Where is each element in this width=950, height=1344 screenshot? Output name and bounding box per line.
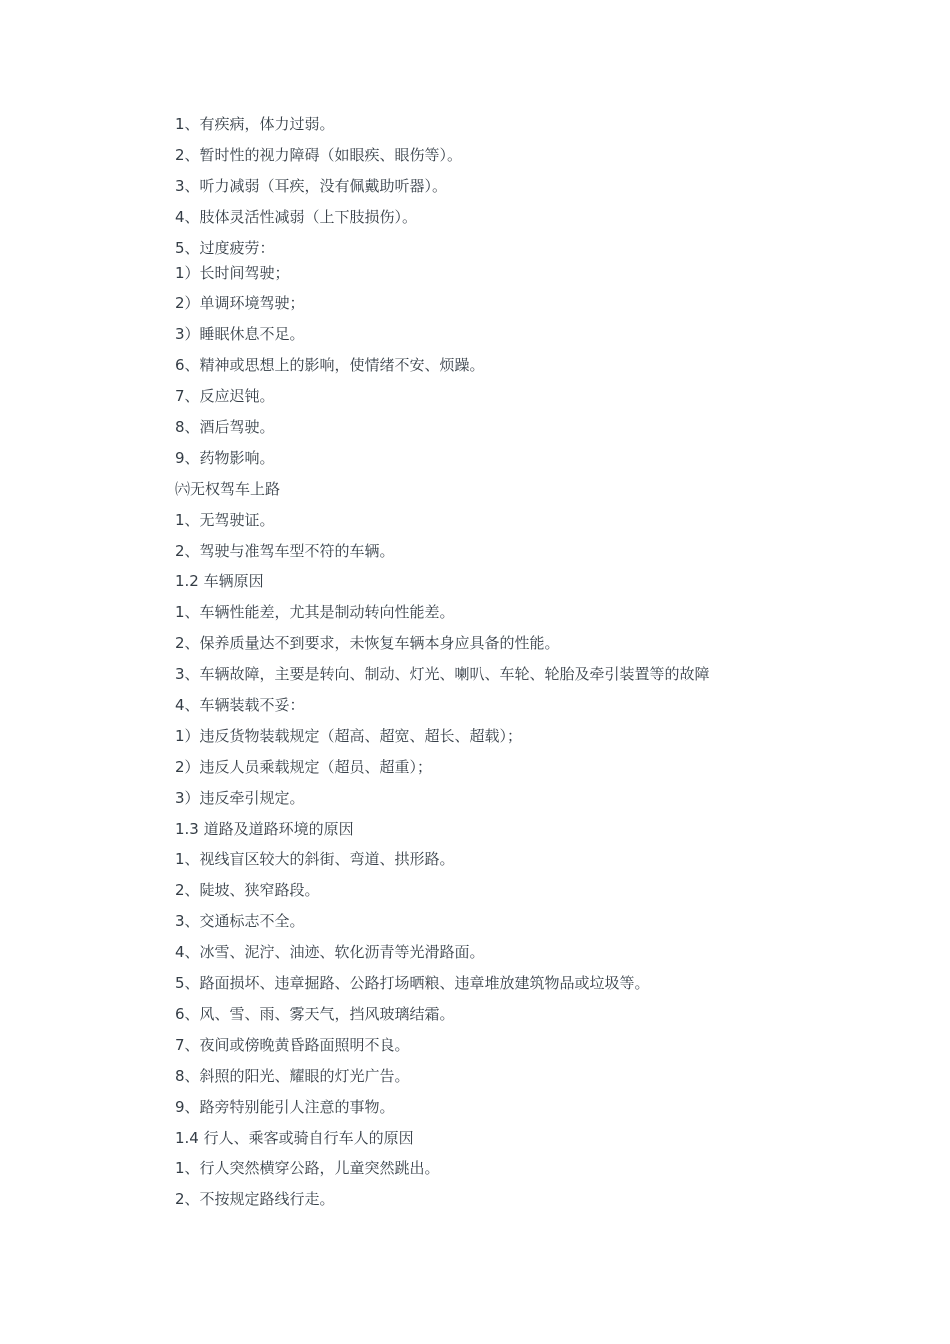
text-line: 2、驾驶与准驾车型不符的车辆。 (175, 541, 395, 560)
text-line: 8、斜照的阳光、耀眼的灯光广告。 (175, 1066, 410, 1085)
text-line: 3、车辆故障，主要是转向、制动、灯光、喇叭、车轮、轮胎及牵引装置等的故障 (175, 665, 710, 684)
text-line: 2、保养质量达不到要求，未恢复车辆本身应具备的性能。 (175, 634, 560, 653)
text-line: 3）睡眠休息不足。 (175, 325, 305, 344)
text-line: 3）违反牵引规定。 (175, 788, 305, 807)
text-line: 7、夜间或傍晚黄昏路面照明不良。 (175, 1035, 410, 1054)
text-line: 6、精神或思想上的影响，使情绪不安、烦躁。 (175, 356, 485, 375)
text-line: 2）违反人员乘载规定（超员、超重）； (175, 757, 433, 776)
text-line: 1）违反货物装载规定（超高、超宽、超长、超载）； (175, 726, 523, 745)
section-heading: ㈥无权驾车上路 (175, 479, 281, 498)
text-line: 8、酒后驾驶。 (175, 418, 275, 437)
text-line: 4、冰雪、泥泞、油迹、软化沥青等光滑路面。 (175, 943, 485, 962)
text-line: 1）长时间驾驶； (175, 263, 290, 282)
text-line: 1、无驾驶证。 (175, 510, 275, 529)
text-line: 4、肢体灵活性减弱（上下肢损伤）。 (175, 207, 418, 226)
text-line: 3、听力减弱（耳疾，没有佩戴助听器）。 (175, 176, 448, 195)
text-line: 7、反应迟钝。 (175, 387, 275, 406)
text-line: 1、有疾病，体力过弱。 (175, 115, 335, 133)
text-line: 9、路旁特别能引人注意的事物。 (175, 1097, 395, 1116)
text-line: 1、行人突然横穿公路，儿童突然跳出。 (175, 1159, 440, 1178)
section-heading: 1.3 道路及道路环境的原因 (175, 819, 354, 838)
text-line: 1、视线盲区较大的斜街、弯道、拱形路。 (175, 850, 455, 869)
section-heading: 1.2 车辆原因 (175, 572, 264, 591)
text-line: 4、车辆装载不妥： (175, 696, 305, 715)
text-line: 2、陡坡、狭窄路段。 (175, 881, 320, 900)
document-body (175, 114, 875, 1220)
text-line: 9、药物影响。 (175, 448, 275, 467)
text-line: 5、路面损坏、违章掘路、公路打场晒粮、违章堆放建筑物品或垃圾等。 (175, 974, 650, 993)
text-line: 3、交通标志不全。 (175, 912, 305, 931)
text-line: 5、过度疲劳： (175, 238, 275, 257)
text-line: 2、暂时性的视力障碍（如眼疾、眼伤等）。 (175, 145, 463, 164)
text-line: 2、不按规定路线行走。 (175, 1190, 335, 1209)
text-line: 2）单调环境驾驶； (175, 294, 305, 313)
text-line: 1、车辆性能差，尤其是制动转向性能差。 (175, 603, 455, 622)
section-heading: 1.4 行人、乘客或骑自行车人的原因 (175, 1128, 414, 1147)
text-line: 6、风、雪、雨、雾天气，挡风玻璃结霜。 (175, 1004, 455, 1023)
